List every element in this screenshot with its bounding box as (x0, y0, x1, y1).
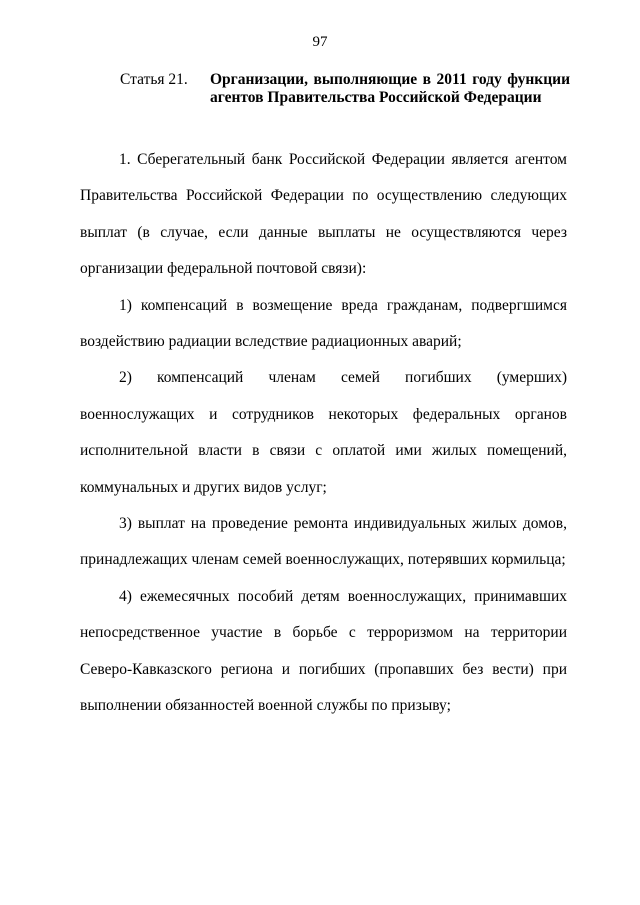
article-heading (120, 71, 570, 107)
page-number: 97 (312, 34, 328, 50)
paragraph-1: 1. Сберегательный банк Российской Федерации является агентом Правительства Российской Федерации по осуществлению следующих выплат (в случае, если данные выплаты не осуществляются через организации федеральной почтовой связи): (80, 151, 567, 278)
article-body (80, 142, 567, 725)
article-title: Организации, выполняющие в 2011 году функции агентов Правительства Российской Федерации (210, 71, 570, 106)
paragraph-5: 4) ежемесячных пособий детям военнослужащих, принимавших непосредственное участие в борьбе с терроризмом на территории Северо-Кавказского региона и погибших (пропавших без вести) при выполнении обязанностей военной службы по призыву; (80, 587, 567, 715)
paragraph-2: 1) компенсаций в возмещение вреда гражданам, подвергшимся воздействию радиации вследствие радиационных аварий; (80, 296, 567, 351)
paragraph-4: 3) выплат на проведение ремонта индивидуальных жилых домов, принадлежащих членам семей военнослужащих, потерявших кормильца; (80, 515, 567, 569)
paragraph-3: 2) компенсаций членам семей погибших (умерших) военнослужащих и сотрудников некоторых федеральных органов исполнительной власти в связи с оплатой ими жилых помещений, коммунальных и других видов услуг; (80, 369, 567, 496)
article-label: Статья 21. (120, 71, 188, 88)
